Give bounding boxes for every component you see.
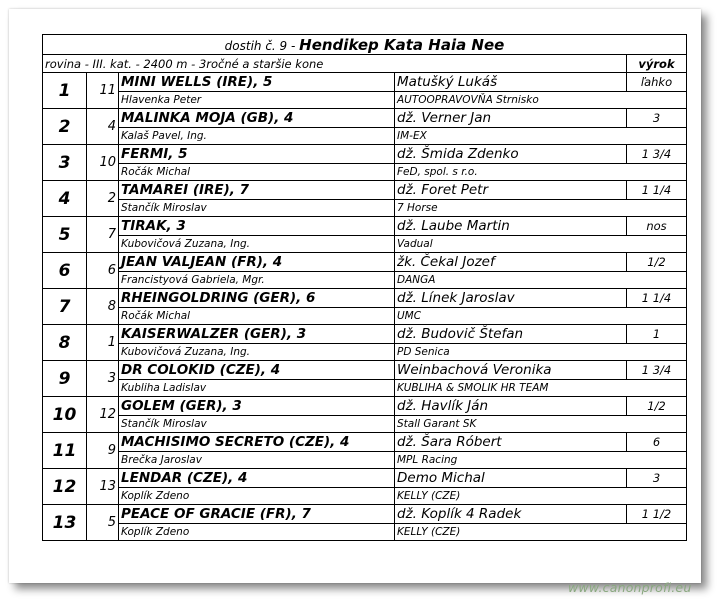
horse-name: TIRAK, 3 [119,217,395,236]
start-number: 10 [87,145,119,181]
result-row [43,505,687,524]
jockey-name: dž. Verner Jan [395,109,627,128]
result-subrow [43,452,687,469]
finish-position: 12 [43,469,87,505]
finish-position: 5 [43,217,87,253]
result-row [43,217,687,236]
finish-position: 6 [43,253,87,289]
jockey-name: dž. Havlík Ján [395,397,627,416]
margin-value: 1 3/4 [627,361,687,380]
trainer-name: Ročák Michal [119,164,395,181]
start-number: 12 [87,397,119,433]
trainer-name: Koplík Zdeno [119,488,395,505]
margin-value: 1/2 [627,253,687,272]
owner-name: FeD, spol. s r.o. [395,164,687,181]
trainer-name: Hlavenka Peter [119,92,395,109]
owner-name: MPL Racing [395,452,687,469]
start-number: 1 [87,325,119,361]
start-number: 2 [87,181,119,217]
result-row [43,289,687,308]
owner-name: AUTOOPRAVOVŇA Strnisko [395,92,687,109]
trainer-name: Ročák Michal [119,308,395,325]
owner-name: KELLY (CZE) [395,488,687,505]
trainer-name: Kubovičová Zuzana, Ing. [119,236,395,253]
horse-name: LENDAR (CZE), 4 [119,469,395,488]
finish-position: 13 [43,505,87,541]
margin-value: 3 [627,109,687,128]
race-conditions: rovina - III. kat. - 2400 m - 3ročné a staršie kone [43,55,627,73]
jockey-name: dž. Línek Jaroslav [395,289,627,308]
horse-name: GOLEM (GER), 3 [119,397,395,416]
finish-position: 1 [43,73,87,109]
owner-name: Vadual [395,236,687,253]
margin-value: 1 1/4 [627,181,687,200]
finish-position: 9 [43,361,87,397]
owner-name: KELLY (CZE) [395,524,687,541]
result-row [43,145,687,164]
jockey-name: dž. Koplík 4 Radek [395,505,627,524]
result-row [43,253,687,272]
margin-value: 1 1/2 [627,505,687,524]
result-subrow [43,236,687,253]
result-subrow [43,524,687,541]
margin-value: 1 [627,325,687,344]
result-row [43,397,687,416]
trainer-name: Stančík Miroslav [119,200,395,217]
horse-name: DR COLOKID (CZE), 4 [119,361,395,380]
finish-position: 3 [43,145,87,181]
result-row [43,181,687,200]
trainer-name: Kalaš Pavel, Ing. [119,128,395,145]
horse-name: TAMAREI (IRE), 7 [119,181,395,200]
horse-name: JEAN VALJEAN (FR), 4 [119,253,395,272]
trainer-name: Koplík Zdeno [119,524,395,541]
result-subrow [43,488,687,505]
trainer-name: Brečka Jaroslav [119,452,395,469]
horse-name: KAISERWALZER (GER), 3 [119,325,395,344]
owner-name: IM-EX [395,128,687,145]
result-row [43,73,687,92]
trainer-name: Kubliha Ladislav [119,380,395,397]
result-subrow [43,308,687,325]
jockey-name: dž. Šara Róbert [395,433,627,452]
finish-position: 2 [43,109,87,145]
results-table [42,34,687,541]
owner-name: Stall Garant SK [395,416,687,433]
horse-name: MACHISIMO SECRETO (CZE), 4 [119,433,395,452]
margin-value: 1 3/4 [627,145,687,164]
start-number: 9 [87,433,119,469]
margin-value: 1/2 [627,397,687,416]
margin-value: 3 [627,469,687,488]
result-row [43,433,687,452]
start-number: 4 [87,109,119,145]
result-subrow [43,164,687,181]
race-conditions-row [43,55,687,73]
owner-name: DANGA [395,272,687,289]
jockey-name: žk. Čekal Jozef [395,253,627,272]
owner-name: UMC [395,308,687,325]
jockey-name: Demo Michal [395,469,627,488]
result-subrow [43,344,687,361]
jockey-name: dž. Laube Martin [395,217,627,236]
start-number: 11 [87,73,119,109]
margin-value: nos [627,217,687,236]
start-number: 13 [87,469,119,505]
result-subrow [43,92,687,109]
start-number: 8 [87,289,119,325]
result-row [43,469,687,488]
trainer-name: Kubovičová Zuzana, Ing. [119,344,395,361]
start-number: 6 [87,253,119,289]
vyrok-header: výrok [627,55,687,73]
result-subrow [43,416,687,433]
race-prefix: dostih č. 9 - [224,38,300,53]
start-number: 7 [87,217,119,253]
result-row [43,109,687,128]
result-row [43,361,687,380]
result-row [43,325,687,344]
owner-name: PD Senica [395,344,687,361]
finish-position: 7 [43,289,87,325]
result-subrow [43,200,687,217]
horse-name: MALINKA MOJA (GB), 4 [119,109,395,128]
jockey-name: Weinbachová Veronika [395,361,627,380]
margin-value: 1 1/4 [627,289,687,308]
finish-position: 8 [43,325,87,361]
finish-position: 4 [43,181,87,217]
margin-value: ľahko [627,73,687,92]
trainer-name: Stančík Miroslav [119,416,395,433]
horse-name: MINI WELLS (IRE), 5 [119,73,395,92]
race-title [43,35,687,55]
watermark: www.canonprofi.eu [568,580,692,595]
start-number: 5 [87,505,119,541]
owner-name: 7 Horse [395,200,687,217]
race-name: Hendikep Kata Haia Nee [299,35,505,54]
finish-position: 10 [43,397,87,433]
margin-value: 6 [627,433,687,452]
result-subrow [43,380,687,397]
horse-name: FERMI, 5 [119,145,395,164]
results-sheet [9,9,701,583]
jockey-name: Matušký Lukáš [395,73,627,92]
finish-position: 11 [43,433,87,469]
jockey-name: dž. Šmida Zdenko [395,145,627,164]
owner-name: KUBLIHA & SMOLIK HR TEAM [395,380,687,397]
start-number: 3 [87,361,119,397]
jockey-name: dž. Budovič Štefan [395,325,627,344]
horse-name: PEACE OF GRACIE (FR), 7 [119,505,395,524]
race-title-row [43,35,687,55]
result-subrow [43,272,687,289]
horse-name: RHEINGOLDRING (GER), 6 [119,289,395,308]
trainer-name: Francistyová Gabriela, Mgr. [119,272,395,289]
jockey-name: dž. Foret Petr [395,181,627,200]
result-subrow [43,128,687,145]
